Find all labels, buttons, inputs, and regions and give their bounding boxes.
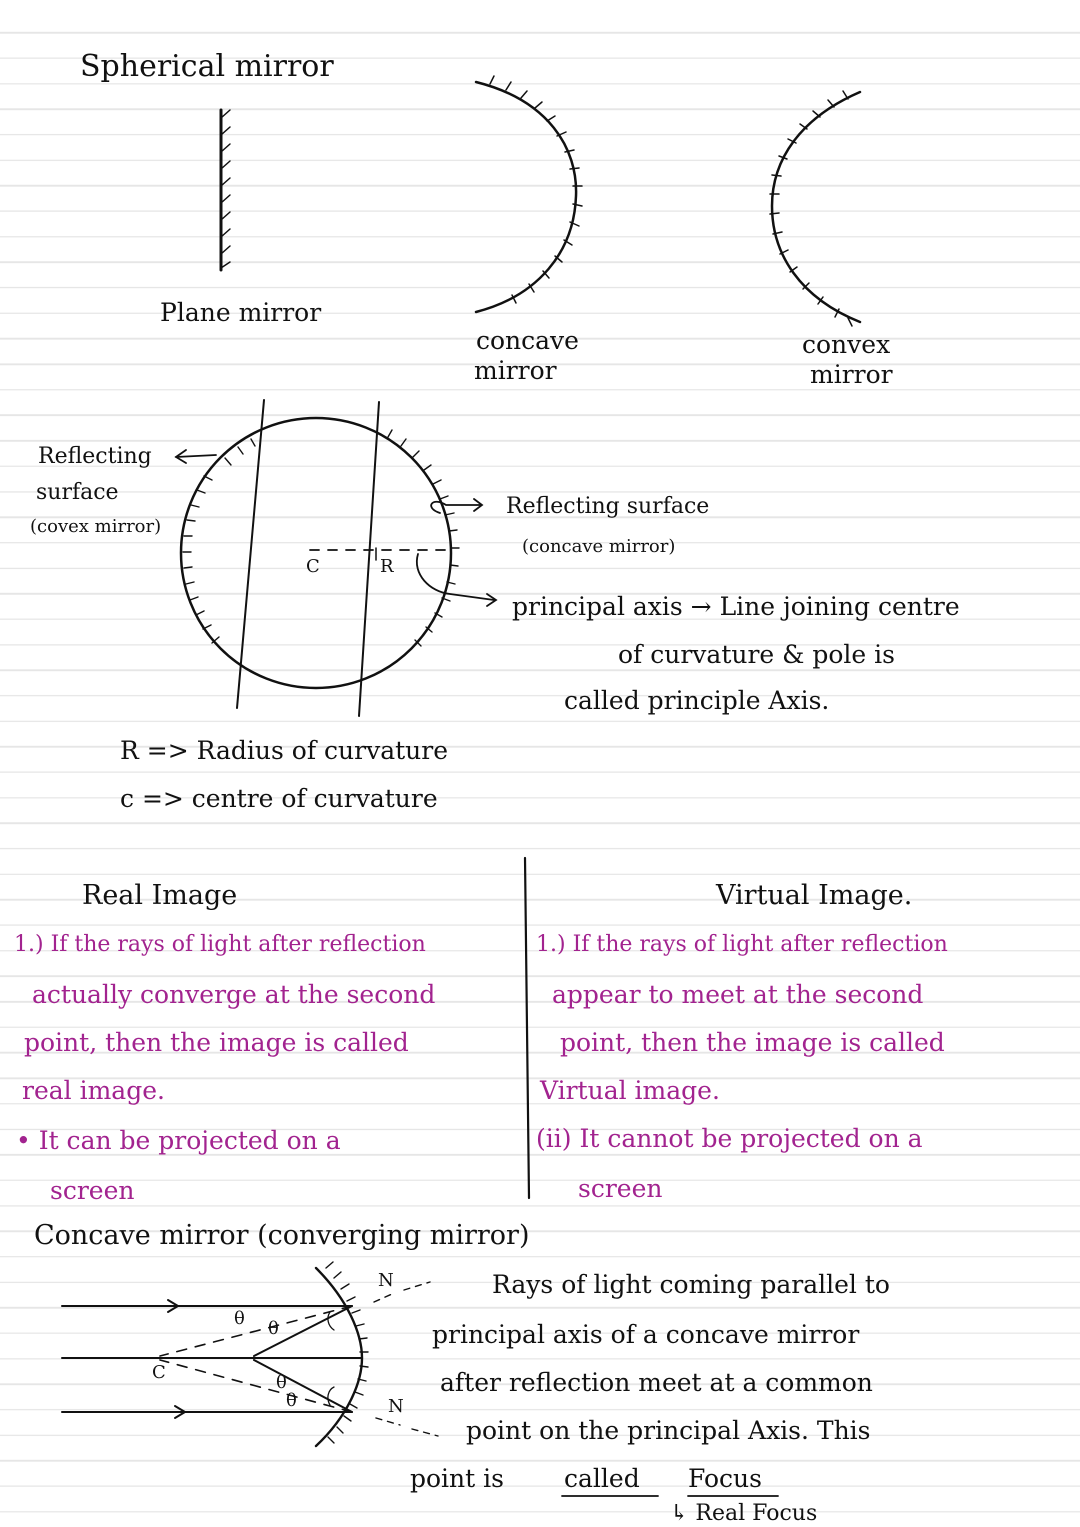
real-image-point1-line4: real image. bbox=[22, 1076, 165, 1105]
virtual-image-point2-line1: (ii) It cannot be projected on a bbox=[536, 1124, 923, 1153]
concave-surface-label-1: Reflecting surface bbox=[506, 494, 710, 519]
virtual-image-point1-line1: 1.) If the rays of light after reflection bbox=[536, 932, 948, 957]
definition-centre: c => centre of curvature bbox=[120, 784, 438, 813]
concave-mirror-label-1: concave bbox=[476, 326, 579, 355]
concave-text-line3: after reflection meet at a common bbox=[440, 1368, 873, 1397]
concave-text-called: called bbox=[564, 1464, 640, 1493]
real-image-heading: Real Image bbox=[82, 880, 238, 911]
principal-axis-line-2: of curvature & pole is bbox=[618, 640, 895, 669]
ray-diagram-angle-3: θ bbox=[276, 1372, 287, 1393]
concave-mirror-label-2: mirror bbox=[474, 356, 557, 385]
ray-diagram-angle-1: θ bbox=[234, 1308, 245, 1329]
real-image-point1-line3: point, then the image is called bbox=[24, 1028, 409, 1057]
convex-mirror-drawing bbox=[770, 91, 860, 326]
concave-mirror-drawing bbox=[476, 76, 582, 312]
convex-surface-label-2: surface bbox=[36, 480, 119, 505]
virtual-image-point1-line3: point, then the image is called bbox=[560, 1028, 945, 1057]
virtual-image-heading: Virtual Image. bbox=[716, 880, 913, 911]
concave-text-line4: point on the principal Axis. This bbox=[466, 1416, 871, 1445]
real-image-point1-line2: actually converge at the second bbox=[32, 980, 436, 1009]
radius-label: R bbox=[380, 556, 394, 577]
concave-surface-label-2: (concave mirror) bbox=[522, 536, 676, 557]
real-focus-note: ↳ Real Focus bbox=[670, 1501, 818, 1526]
focus-term: Focus bbox=[688, 1464, 762, 1493]
principal-axis-line-1: principal axis → Line joining centre bbox=[512, 592, 960, 621]
real-image-point2-line2: screen bbox=[50, 1176, 135, 1205]
centre-point-label: C bbox=[306, 556, 320, 577]
ray-diagram-centre-label: C bbox=[152, 1362, 166, 1383]
real-image-point2-line1: • It can be projected on a bbox=[16, 1126, 341, 1155]
concave-text-line2: principal axis of a concave mirror bbox=[432, 1320, 860, 1349]
concave-section-heading: Concave mirror (converging mirror) bbox=[34, 1220, 530, 1251]
real-image-point1-line1: 1.) If the rays of light after reflection bbox=[14, 932, 426, 957]
ray-diagram-angle-4: θ bbox=[286, 1390, 297, 1411]
ray-diagram-normal-top: N bbox=[378, 1270, 394, 1291]
ray-diagram-angle-2: θ bbox=[268, 1318, 279, 1339]
virtual-image-point1-line4: Virtual image. bbox=[540, 1076, 720, 1105]
plane-mirror-label: Plane mirror bbox=[160, 298, 322, 327]
ray-diagram-normal-bottom: N bbox=[388, 1396, 404, 1417]
definition-radius: R => Radius of curvature bbox=[120, 736, 449, 765]
sphere-diagram-drawing bbox=[176, 400, 496, 716]
plane-mirror-drawing bbox=[221, 110, 230, 270]
virtual-image-point1-line2: appear to meet at the second bbox=[552, 980, 924, 1009]
principal-axis-line-3: called principle Axis. bbox=[564, 686, 830, 715]
column-divider bbox=[525, 858, 529, 1198]
concave-text-line1: Rays of light coming parallel to bbox=[492, 1270, 890, 1299]
convex-mirror-label-2: mirror bbox=[810, 360, 893, 389]
convex-surface-label-1: Reflecting bbox=[38, 444, 152, 469]
convex-mirror-label-1: convex bbox=[802, 330, 891, 359]
virtual-image-point2-line2: screen bbox=[578, 1174, 663, 1203]
page-title: Spherical mirror bbox=[80, 49, 334, 84]
convex-surface-label-3: (covex mirror) bbox=[30, 516, 162, 537]
concave-text-line5-prefix: point is bbox=[410, 1464, 504, 1493]
